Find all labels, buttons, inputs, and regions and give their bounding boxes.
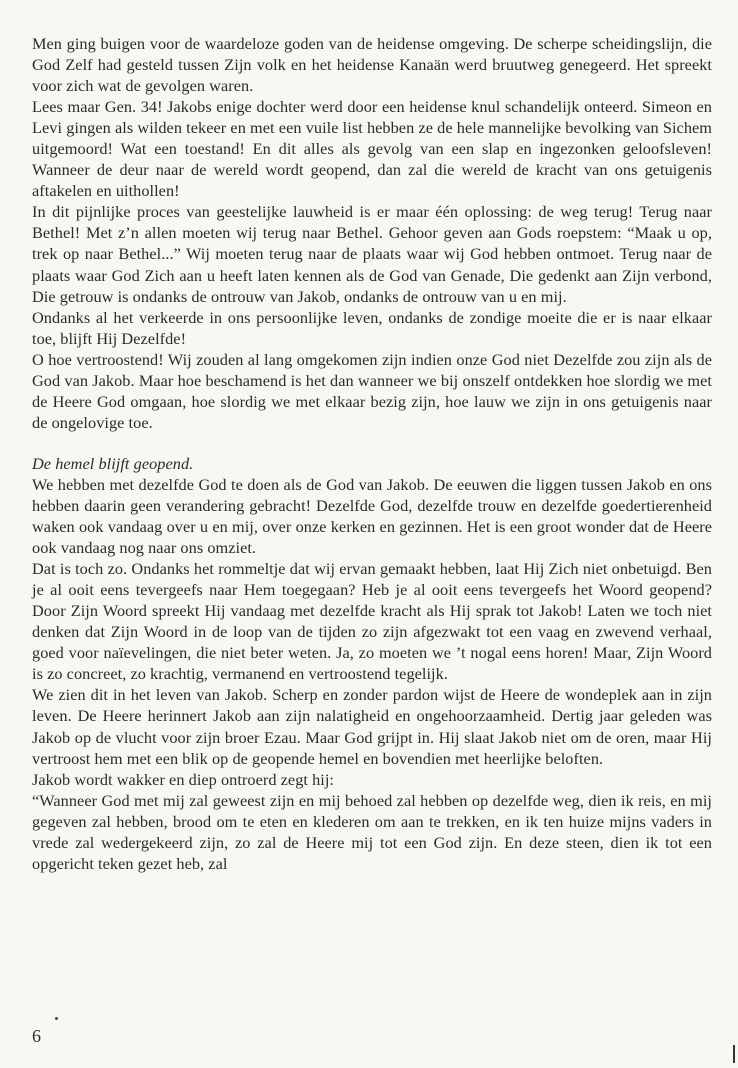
paragraph: Dat is toch zo. Ondanks het rommeltje dat wij ervan gemaakt hebben, laat Hij Zich niet onbetuigd. Ben je al ooit eens tevergeefs naar Hem toegegaan? Heb je al ooit eens tevergeefs het Woord geopend? Door Zijn Woord spreekt Hij vandaag met dezelfde kracht als Hij sprak tot Jakob! Laten we toch niet denken dat Zijn Woord in de loop van de tijden zo zijn afgezwakt tot een vaag en zwevend verhaal, goed voor naïevelingen, die niet beter weten. Ja, zo moeten we ’t nogal eens horen! Maar, Zijn Woord is zo concreet, zo krachtig, vermanend en vertroostend tegelijk. — [32, 559, 712, 684]
paragraph: We hebben met dezelfde God te doen als de God van Jakob. De eeuwen die liggen tussen Jakob en ons hebben daarin geen verandering gebracht! Dezelfde God, dezelfde trouw en dezelfde goedertierenheid waken ook vandaag over u en mij, over onze kerken en gezinnen. Het is een groot wonder dat de Heere ook vandaag nog naar ons omziet. — [32, 474, 712, 558]
paragraph: “Wanneer God met mij zal geweest zijn en mij behoed zal hebben op dezelfde weg, dien ik reis, en mij gegeven zal hebben, brood om te eten en klederen om aan te trekken, en ik ten huize mijns vaders in vrede zal wedergekeerd zijn, zo zal de Heere mij tot een God zijn. En deze steen, dien ik tot een opgericht teken gezet heb, zal — [32, 790, 712, 873]
ink-speck — [55, 1017, 58, 1020]
page-edge-mark — [733, 1045, 735, 1063]
paragraph: Jakob wordt wakker en diep ontroerd zegt hij: — [32, 769, 335, 789]
page-number: 6 — [32, 1026, 41, 1046]
paragraph: Lees maar Gen. 34! Jakobs enige dochter werd door een heidense knul schandelijk onteerd. Simeon en Levi gingen als wilden tekeer en met een vuile list hebben ze de hele mannelijke bevolking van Sichem uitgemoord! Wat een toestand! En dit alles als gevolg van een slap en ingezonken geloofsleven! Wanneer de deur naar de wereld wordt geopend, dan zal die wereld de kracht van ons getuigenis aftakelen en uithollen! — [32, 97, 712, 201]
paragraph: We zien dit in het leven van Jakob. Scherp en zonder pardon wijst de Heere de wondeplek aan in zijn leven. De Heere herinnert Jakob aan zijn nalatigheid en ongehoorzaamheid. Dertig jaar geleden was Jakob op de vlucht voor zijn broer Ezau. Maar God grijpt in. Hij slaat Jakob niet om de oren, maar Hij vertroost hem met een blik op de geopende hemel en bovendien met heerlijke beloften. — [32, 685, 712, 768]
body-text — [32, 33, 712, 874]
section-gap — [32, 433, 712, 453]
paragraph: Men ging buigen voor de waardeloze goden van de heidense omgeving. De scherpe scheidingslijn, die God Zelf had gesteld tussen Zijn volk en het heidense Kanaän werd bruutweg genegeerd. Het spreekt voor zich wat de gevolgen waren. — [32, 34, 712, 96]
paragraph: O hoe vertroostend! Wij zouden al lang omgekomen zijn indien onze God niet Dezelfde zou zijn als de God van Jakob. Maar hoe beschamend is het dan wanneer we bij onszelf ontdekken hoe slordig we met de Heere God omgaan, hoe slordig we met elkaar bezig zijn, hoe lauw we zijn in ons getuigenis naar de ongelovige toe. — [32, 349, 712, 432]
section-heading: De hemel blijft geopend. — [32, 453, 194, 473]
paragraph: Ondanks al het verkeerde in ons persoonlijke leven, ondanks de zondige moeite die er is naar elkaar toe, blijft Hij Dezelfde! — [32, 307, 712, 348]
paragraph: In dit pijnlijke proces van geestelijke lauwheid is er maar één oplossing: de weg terug! Terug naar Bethel! Met z’n allen moeten wij terug naar Bethel. Gehoor geven aan Gods roepstem: “Maak u op, trek op naar Bethel...” Wij moeten terug naar de plaats waar wij God hebben ontmoet. Terug naar de plaats waar God Zich aan u heeft laten kennen als de God van Genade, Die gedenkt aan Zijn verbond, Die getrouw is ondanks de ontrouw van Jakob, ondanks de ontrouw van u en mij. — [32, 202, 712, 306]
